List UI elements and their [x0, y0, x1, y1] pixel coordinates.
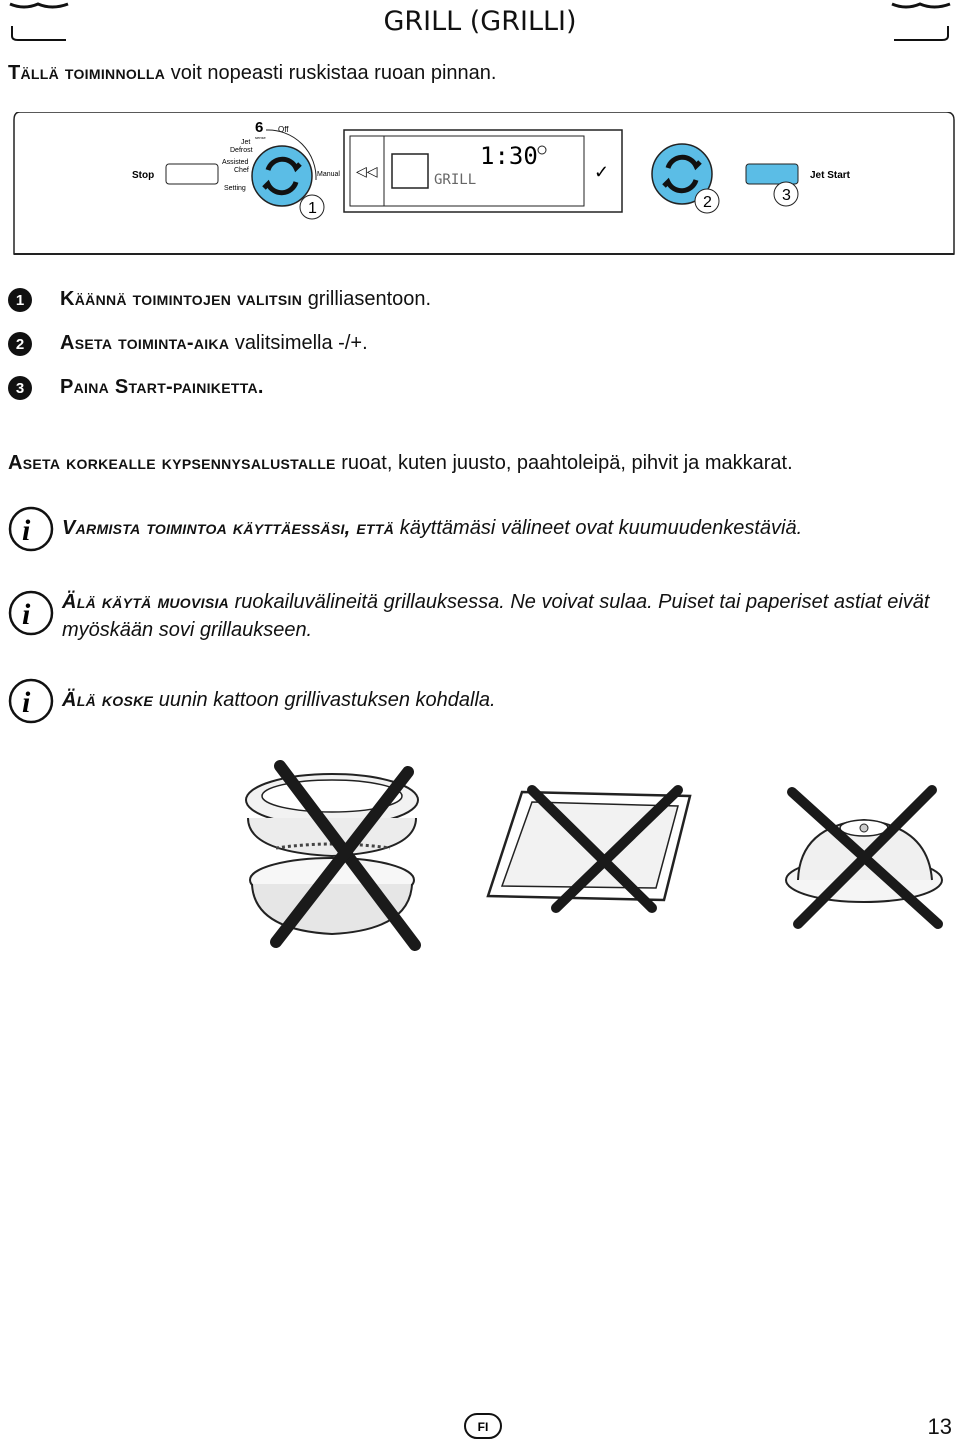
svg-text:✓: ✓	[594, 162, 610, 182]
note-3: Älä koske uunin kattoon grillivastuksen kohdalla.	[62, 689, 496, 711]
jet-start-label: Jet Start	[810, 170, 851, 181]
step-2-text: Aseta toiminta-aika valitsimella -/+.	[60, 332, 368, 354]
note-1: Varmista toimintoa käyttäessäsi, että käyttämäsi välineet ovat kuumuudenkestäviä.	[62, 517, 803, 539]
svg-text:Off: Off	[278, 125, 289, 134]
svg-text:i: i	[22, 686, 31, 719]
page-number: 13	[927, 1414, 952, 1439]
intro-lead: Tällä toiminnolla	[8, 62, 166, 84]
info-icon	[8, 506, 54, 552]
jet-start-button	[746, 164, 798, 184]
svg-text:FI: FI	[477, 1420, 489, 1434]
stop-button	[166, 164, 218, 184]
svg-text:1: 1	[308, 200, 317, 217]
svg-text:Manual: Manual	[317, 171, 340, 178]
intro-rest: voit nopeasti ruskistaa ruoan pinnan.	[170, 62, 497, 84]
svg-text:2: 2	[703, 194, 712, 211]
step-3-text: Paina Start-painiketta.	[60, 376, 264, 398]
info-icon	[8, 678, 54, 724]
intro-text	[8, 62, 496, 85]
svg-text:Chef: Chef	[234, 167, 249, 174]
step-number-1: 1	[8, 288, 32, 312]
control-panel-illustration	[12, 112, 956, 260]
display-mode: GRILL	[434, 172, 477, 188]
svg-text:sense: sense	[255, 135, 266, 140]
stop-label: Stop	[132, 170, 155, 181]
svg-text:◁◁: ◁◁	[356, 163, 378, 179]
step-1-text: Käännä toimintojen valitsin grilliasentoon.	[60, 288, 432, 310]
svg-text:i: i	[22, 514, 31, 547]
function-knob	[252, 146, 312, 206]
crossed-out-baking-tray	[482, 784, 702, 914]
svg-text:Assisted: Assisted	[222, 159, 249, 166]
language-badge	[464, 1413, 502, 1439]
crossed-out-dish-cover	[782, 784, 952, 934]
svg-text:Defrost: Defrost	[230, 147, 253, 154]
note-2: Älä käytä muovisia ruokailuvälineitä grillauksessa. Ne voivat sulaa. Puiset tai paperiset astiat eivät myöskään sovi grillaukseen.	[62, 591, 930, 641]
step-number-2: 2	[8, 332, 32, 356]
svg-text:Jet: Jet	[241, 139, 251, 146]
svg-text:Setting: Setting	[224, 185, 246, 192]
svg-text:i: i	[22, 598, 31, 631]
placement-paragraph: Aseta korkealle kypsennysalustalle ruoat, kuten juusto, paahtoleipä, pihvit ja makkarat.	[8, 452, 793, 474]
svg-text:6: 6	[255, 119, 264, 136]
crossed-out-plastic-containers	[240, 760, 440, 960]
step-number-3: 3	[8, 376, 32, 400]
display-time: 1:30	[480, 142, 538, 170]
svg-text:3: 3	[782, 187, 791, 204]
info-icon	[8, 590, 54, 636]
page-title: GRILL (GRILLI)	[383, 6, 577, 37]
